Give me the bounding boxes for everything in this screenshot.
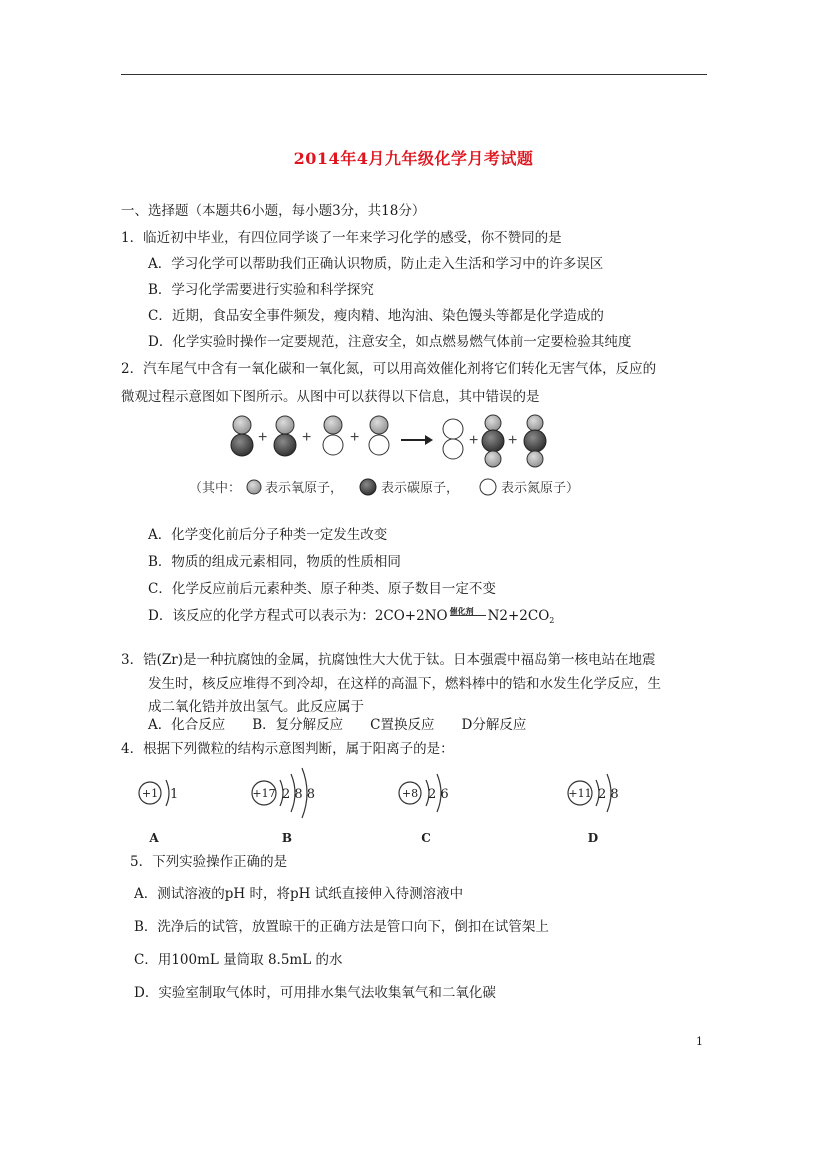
reaction-bar — [450, 615, 486, 616]
carbon-atom — [482, 430, 504, 452]
plus-sign: + — [350, 429, 360, 446]
nucleus-c-charge: +8 — [401, 787, 419, 800]
legend-oxygen-text: 表示氧原子， — [265, 481, 344, 496]
nucleus-d-charge: +11 — [568, 787, 592, 800]
q1-option-d: D．化学实验时操作一定要规范，注意安全，如点燃易燃气体前一定要检验其纯度 — [148, 334, 632, 350]
diagram-legend — [189, 479, 579, 496]
q4-stem: 4．根据下列微粒的结构示意图判断，属于阳离子的是： — [121, 741, 454, 757]
page-number: 1 — [696, 1035, 703, 1048]
label-c: C — [421, 831, 431, 845]
structure-b — [252, 768, 315, 845]
catalyst-condition — [448, 608, 488, 622]
legend-prefix: （其中： — [189, 481, 242, 496]
shells-c: 2 6 — [428, 787, 449, 802]
carbon-atom — [524, 430, 546, 452]
equation-products: N2+2CO — [487, 608, 550, 624]
q1-option-b: B．学习化学需要进行实验和科学探究 — [148, 282, 374, 298]
label-a: A — [149, 831, 159, 845]
q5-option-b: B．洗净后的试管，放置晾干的正确方法是管口向下，倒扣在试管架上 — [134, 919, 549, 935]
plus-sign: + — [258, 429, 268, 446]
oxygen-atom — [527, 451, 543, 467]
nucleus-b-charge: +17 — [252, 787, 276, 800]
nitrogen-atom — [443, 439, 463, 459]
nucleus-a-charge: +1 — [141, 787, 159, 800]
co2-molecule-2 — [524, 415, 546, 467]
header-rule — [121, 74, 707, 75]
q5-option-c: C．用100mL 量筒取 8.5mL 的水 — [134, 952, 343, 968]
q3-stem-line1: 3．锆(Zr)是一种抗腐蚀的金属，抗腐蚀性大大优于钛。日本强震中福岛第一核电站在地震 — [121, 652, 656, 668]
q2-option-c: C．化学反应前后元素种类、原子种类、原子数目一定不变 — [148, 581, 496, 597]
q3-stem-line2: 发生时，核反应堆得不到冷却，在这样的高温下，燃料棒中的锆和水发生化学反应，生 — [148, 676, 661, 692]
co-molecule-1 — [231, 416, 253, 456]
n2-molecule — [443, 419, 463, 459]
carbon-atom — [274, 434, 296, 456]
oxygen-atom — [276, 416, 294, 434]
oxygen-atom — [233, 416, 251, 434]
co-molecule-2 — [274, 416, 296, 456]
structure-a — [139, 780, 178, 845]
oxygen-atom — [485, 451, 501, 467]
shell-arc-a1 — [166, 780, 169, 806]
section-heading: 一、选择题（本题共6小题，每小题3分，共18分） — [121, 203, 426, 219]
q5-stem: 5．下列实验操作正确的是 — [130, 854, 288, 870]
oxygen-atom — [324, 416, 342, 434]
q5-option-d: D．实验室制取气体时，可用排水集气法收集氧气和二氧化碳 — [134, 985, 496, 1001]
plus-sign: + — [302, 429, 312, 446]
nitrogen-atom — [369, 435, 389, 455]
oxygen-atom — [485, 415, 501, 431]
oxygen-atom — [370, 416, 388, 434]
shells-b: 2 8 8 — [282, 787, 316, 802]
nitrogen-atom — [443, 419, 463, 439]
q3-options: A．化合反应 B．复分解反应 C置换反应 D分解反应 — [148, 717, 527, 733]
structure-d — [568, 774, 619, 845]
page-title: 2014年4月九年级化学月考试题 — [293, 149, 534, 168]
plus-sign: + — [508, 432, 518, 449]
q2-stem-line2: 微观过程示意图如下图所示。从图中可以获得以下信息，其中错误的是 — [121, 389, 540, 405]
shells-d: 2 8 — [598, 787, 619, 802]
equation-subscript: 2 — [549, 616, 555, 625]
atom-structure-diagrams — [130, 760, 650, 852]
q2-option-d — [148, 607, 554, 630]
structure-c — [399, 774, 449, 845]
equation-reactants: D．该反应的化学方程式可以表示为：2CO+2NO — [148, 608, 448, 624]
oxygen-atom — [527, 415, 543, 431]
q1-stem: 1．临近初中毕业，有四位同学谈了一年来学习化学的感受，你不赞同的是 — [121, 230, 562, 246]
legend-nitrogen-icon — [480, 479, 496, 495]
q1-option-c: C．近期，食品安全事件频发，瘦肉精、地沟油、染色馒头等都是化学造成的 — [148, 308, 604, 324]
q3-stem-line3: 成二氧化锆并放出氢气。此反应属于 — [148, 699, 364, 715]
no-molecule-2 — [369, 416, 389, 455]
carbon-atom — [231, 434, 253, 456]
plus-sign: + — [469, 432, 479, 449]
label-b: B — [281, 831, 293, 845]
legend-oxygen-icon — [247, 480, 261, 494]
reaction-arrow — [401, 435, 433, 445]
label-d: D — [587, 831, 599, 845]
q1-option-a: A．学习化学可以帮助我们正确认识物质，防止走入生活和学习中的许多误区 — [148, 256, 604, 272]
legend-carbon-icon — [360, 479, 376, 495]
q2-option-a: A．化学变化前后分子种类一定发生改变 — [148, 527, 388, 543]
q5-option-a: A．测试溶液的pH 时，将pH 试纸直接伸入待测溶液中 — [134, 886, 464, 902]
no-molecule-1 — [323, 416, 343, 455]
catalyst-label: 催化剂 — [449, 606, 474, 616]
legend-nitrogen-text: 表示氮原子） — [501, 481, 580, 496]
co2-molecule-1 — [482, 415, 504, 467]
legend-carbon-text: 表示碳原子， — [381, 481, 460, 496]
shells-a: 1 — [170, 787, 179, 802]
nitrogen-atom — [323, 435, 343, 455]
reaction-diagram — [189, 412, 595, 504]
q2-option-b: B．物质的组成元素相同，物质的性质相同 — [148, 554, 401, 570]
q2-stem-line1: 2．汽车尾气中含有一氧化碳和一氧化氮，可以用高效催化剂将它们转化无害气体，反应的 — [121, 361, 657, 377]
